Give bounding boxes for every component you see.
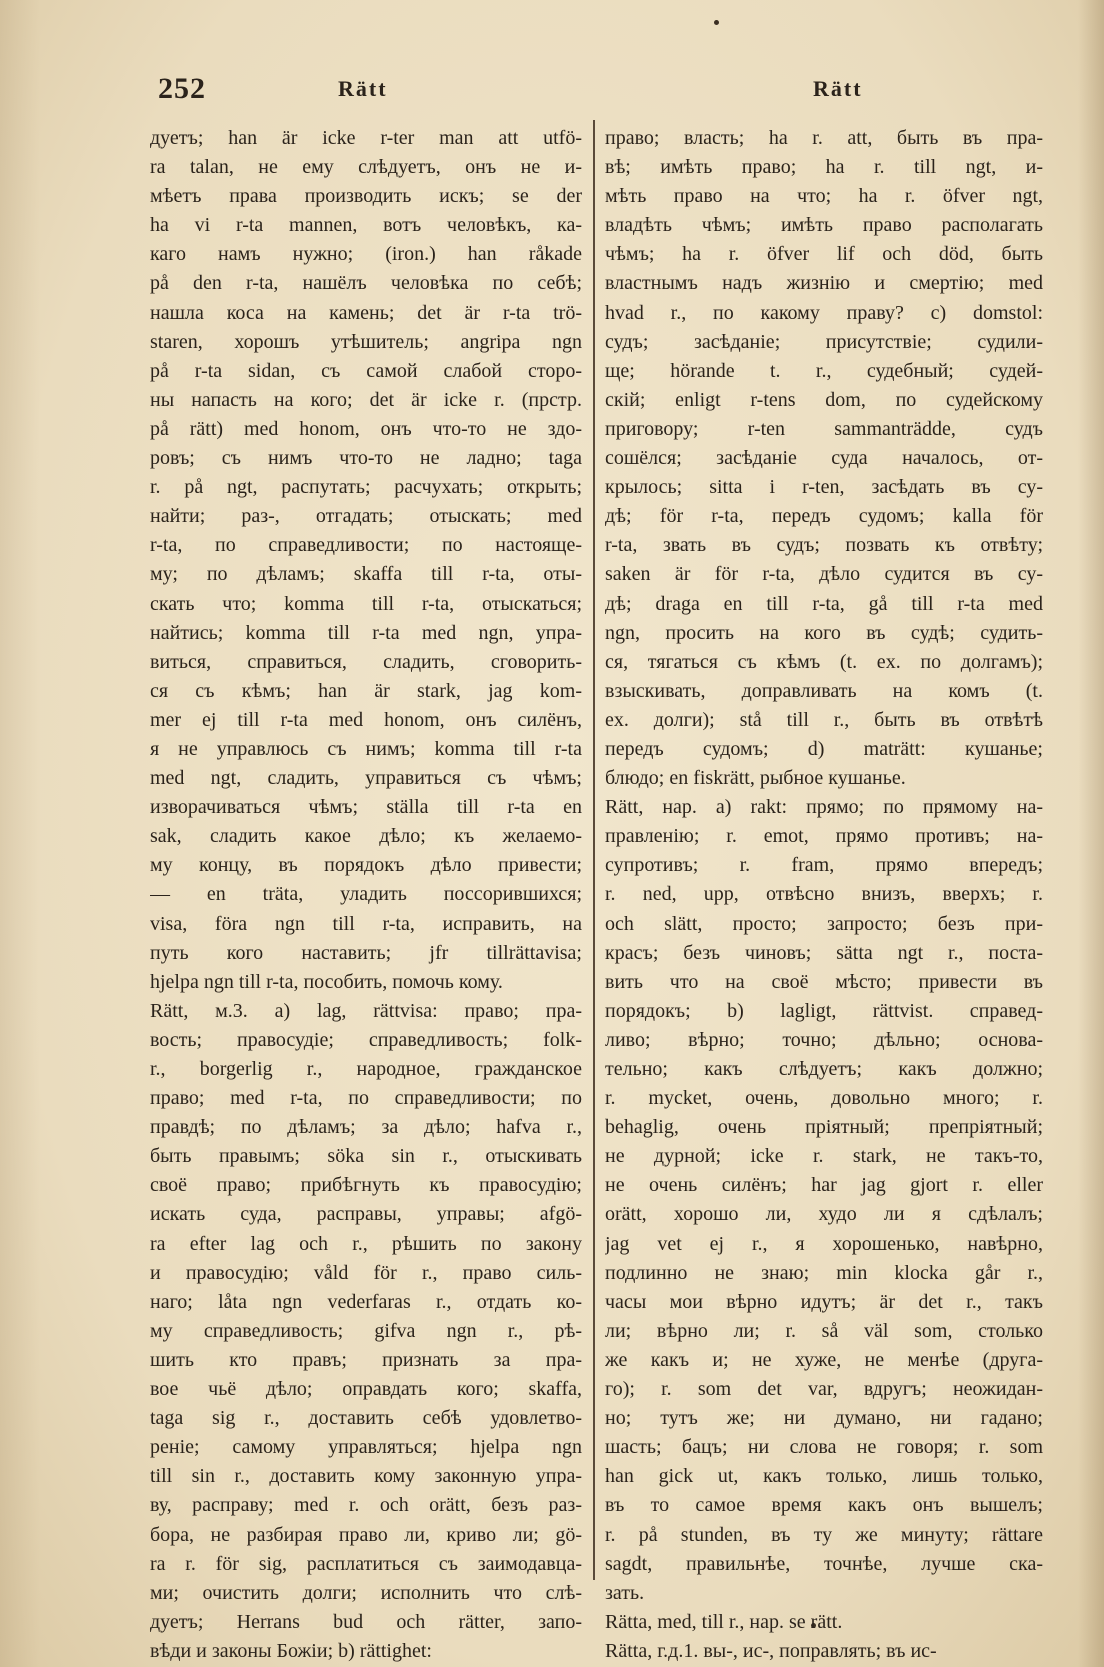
text-line: супротивъ; r. fram, прямо впередъ;: [605, 854, 1043, 877]
text-line: красъ; безъ чиновъ; sätta ngt r., поста-: [605, 941, 1043, 964]
text-line: крылось; sitta i r-ten, засѣдать въ су-: [605, 476, 1043, 499]
text-line: — en träta, уладить поссорившихся;: [150, 883, 582, 906]
text-line: med ngt, сладить, управиться съ чѣмъ;: [150, 767, 582, 790]
text-line: på den r-ta, нашёлъ человѣка по себѣ;: [150, 272, 582, 295]
text-line: не очень силёнъ; har jag gjort r. eller: [605, 1174, 1043, 1197]
text-line: путь кого наставить; jfr tillrättavisa;: [150, 941, 582, 964]
text-line: правдѣ; по дѣламъ; за дѣло; hafva r.,: [150, 1116, 582, 1139]
text-line: каго намъ нужно; (iron.) han råkade: [150, 243, 582, 266]
text-line: ra efter lag och r., рѣшить по закону: [150, 1232, 582, 1255]
text-line: hjelpa ngn till r-ta, пособить, помочь кому.: [150, 970, 503, 993]
text-line: вѣди и законы Божіи; b) rättighet:: [150, 1639, 432, 1662]
text-line: sagdt, правильнѣе, точнѣе, лучше ска-: [605, 1552, 1043, 1575]
text-line: сошёлся; засѣданіе суда началось, от-: [605, 447, 1043, 470]
text-line: судъ; засѣданіе; присутствіе; судили-: [605, 330, 1043, 353]
text-line: реніе; самому управляться; hjelpa ngn: [150, 1436, 582, 1459]
text-line: дѣ; draga en till r-ta, gå till r-ta med: [605, 592, 1043, 615]
text-line: ны напасть на кого; det är icke r. (прстр.: [150, 388, 582, 411]
text-line: ровъ; съ нимъ что-то не ладно; taga: [150, 447, 582, 470]
text-line: вѣ; имѣть право; ha r. till ngt, и-: [605, 156, 1043, 179]
text-line: найтись; komma till r-ta med ngn, упра-: [150, 621, 582, 644]
text-line: ra r. för sig, расплатиться съ заимодавца-: [150, 1552, 582, 1575]
text-line: ву, расправу; med r. och orätt, безъ раз-: [150, 1494, 582, 1517]
text-line: часы мои вѣрно идутъ; är det r., такъ: [605, 1290, 1043, 1313]
text-line: вость; правосудіе; справедливость; folk-: [150, 1028, 582, 1051]
text-line: въ то самое время какъ онъ вышелъ;: [605, 1494, 1043, 1517]
text-line: taga sig r., доставить себѣ удовлетво-: [150, 1407, 582, 1430]
text-line: jag vet ej r., я хорошенько, навѣрно,: [605, 1232, 1043, 1255]
text-line: r., borgerlig r., народное, гражданское: [150, 1058, 582, 1080]
page-header: [158, 72, 908, 112]
text-line: r. ned, upp, отвѣсно внизъ, вверхъ; r.: [605, 883, 1043, 906]
text-line: право; власть; ha r. att, быть въ пра-: [605, 127, 1043, 149]
text-line: ся съ кѣмъ; han är stark, jag kom-: [150, 679, 582, 702]
text-line: порядокъ; b) lagligt, rättvist. справед-: [605, 999, 1043, 1022]
text-line: властнымъ надъ жизнію и смертію; med: [605, 272, 1043, 295]
page-shadow-left: [0, 0, 40, 1667]
text-line: r-ta, по справедливости; по настояще-: [150, 534, 582, 557]
running-head-right: Rätt: [813, 76, 863, 101]
text-line: владѣть чѣмъ; имѣть право располагать: [605, 214, 1043, 237]
text-line: приговору; r-ten sammanträdde, судъ: [605, 417, 1043, 440]
text-line: ra talan, не ему слѣдуетъ, онъ не и-: [150, 156, 582, 179]
text-line: på r-ta sidan, съ самой слабой сторо-: [150, 359, 582, 382]
text-line: hvad r., по какому праву? c) domstol:: [605, 301, 1043, 324]
page-shadow-right: [1078, 0, 1104, 1667]
text-line: дѣ; för r-ta, передъ судомъ; kalla för: [605, 505, 1043, 528]
text-line: но; тутъ же; ни думано, ни гадано;: [605, 1407, 1043, 1430]
text-line: го); r. som det var, вдругъ; неожидан-: [605, 1378, 1043, 1401]
text-line: му; по дѣламъ; skaffa till r-ta, оты-: [150, 563, 582, 586]
text-line: r. mycket, очень, довольно много; r.: [605, 1087, 1043, 1110]
left-column: [150, 124, 582, 1666]
text-line: r-ta, звать въ судъ; позвать къ отвѣту;: [605, 534, 1043, 557]
running-head-left: Rätt: [338, 76, 388, 101]
text-line: быть правымъ; söka sin r., отыскивать: [150, 1145, 582, 1168]
text-line: мѣть право на что; ha r. öfver ngt,: [605, 185, 1043, 208]
text-line: своё право; прибѣгнуть къ правосудію;: [150, 1174, 582, 1197]
text-line: скій; enligt r-tens dom, по судейскому: [605, 388, 1043, 411]
text-line: orätt, хорошо ли, худо ли я сдѣлалъ;: [605, 1203, 1043, 1226]
text-line: не дурной; icke r. stark, не такъ-то,: [605, 1145, 1043, 1168]
text-line: блюдо; en fiskrätt, рыбное кушанье.: [605, 767, 906, 790]
text-line: Rätt, нар. a) rakt: прямо; по прямому на-: [605, 796, 1043, 819]
text-line: мѣетъ права производить искъ; se der: [150, 185, 582, 208]
text-line: скать что; komma till r-ta, отыскаться;: [150, 592, 582, 615]
text-line: sak, сладить какое дѣло; къ желаемо-: [150, 825, 582, 848]
text-line: бора, не разбирая право ли, криво ли; gö-: [150, 1523, 582, 1546]
text-line: виться, справиться, сладить, сговорить-: [150, 650, 582, 673]
text-line: visa, föra ngn till r-ta, исправить, на: [150, 912, 582, 935]
page-number: 252: [158, 72, 206, 105]
text-line: взыскивать, доправливать на комъ (t.: [605, 679, 1043, 702]
text-line: ex. долги); stå till r., быть въ отвѣтѣ: [605, 708, 1043, 731]
text-line: behaglig, очень пріятный; препріятный;: [605, 1116, 1043, 1139]
text-line: till sin r., доставить кому законную упра-: [150, 1465, 582, 1488]
text-line: искать суда, расправы, управы; afgö-: [150, 1203, 582, 1226]
text-line: ливо; вѣрно; точно; дѣльно; основа-: [605, 1028, 1043, 1051]
text-line: ся, тягаться съ кѣмъ (t. ex. по долгамъ);: [605, 650, 1043, 673]
text-line: зать.: [605, 1581, 645, 1604]
text-line: и правосудію; våld för r., право силь-: [150, 1261, 582, 1284]
text-line: му справедливость; gifva ngn r., рѣ-: [150, 1319, 582, 1342]
text-line: och slätt, просто; запросто; безъ при-: [605, 912, 1043, 935]
text-line: передъ судомъ; d) maträtt: кушанье;: [605, 737, 1043, 760]
text-line: mer ej till r-ta med honom, онъ силёнъ,: [150, 708, 582, 731]
text-line: ngn, просить на кого въ судѣ; судить-: [605, 621, 1043, 644]
text-line: ли; вѣрно ли; r. så väl som, столько: [605, 1319, 1043, 1342]
text-line: ще; hörande t. r., судебный; судей-: [605, 359, 1043, 382]
text-line: правленію; r. emot, прямо противъ; на-: [605, 825, 1043, 848]
text-line: дуетъ; han är icke r-ter man att utfö-: [150, 127, 582, 149]
text-line: тельно; какъ слѣдуетъ; какъ должно;: [605, 1058, 1043, 1080]
text-line: найти; раз-, отгадать; отыскать; med: [150, 505, 582, 528]
text-line: же какъ и; не хуже, не менѣе (друга-: [605, 1348, 1043, 1371]
text-line: подлинно не знаю; min klocka går r.,: [605, 1261, 1043, 1284]
text-line: нашла коса на камень; det är r-ta trö-: [150, 301, 582, 324]
text-line: наго; låta ngn vederfaras r., отдать ко-: [150, 1290, 582, 1313]
text-line: staren, хорошъ утѣшитель; angripa ngn: [150, 330, 582, 353]
text-line: r. på ngt, распутать; расчухать; открыть;: [150, 476, 582, 499]
column-divider: [593, 120, 595, 1580]
text-line: изворачиваться чѣмъ; ställa till r-ta en: [150, 796, 582, 819]
text-line: я не управлюсь съ нимъ; komma till r-ta: [150, 737, 582, 760]
text-line: вить что на своё мѣсто; привести въ: [605, 970, 1043, 993]
text-line: му концу, въ порядокъ дѣло привести;: [150, 854, 582, 877]
text-line: Rätt, м.3. a) lag, rättvisa: право; пра-: [150, 999, 582, 1022]
text-line: han gick ut, какъ только, лишь только,: [605, 1465, 1043, 1488]
text-line: вое чьё дѣло; оправдать кого; skaffa,: [150, 1378, 582, 1401]
text-line: шасть; бацъ; ни слова не говоря; r. som: [605, 1436, 1043, 1459]
text-line: дуетъ; Herrans bud och rätter, запо-: [150, 1610, 582, 1633]
print-speck: [714, 20, 719, 25]
text-line: шить кто правъ; признать за пра-: [150, 1348, 582, 1371]
text-line: чѣмъ; ha r. öfver lif och död, быть: [605, 243, 1043, 266]
text-line: ha vi r-ta mannen, вотъ человѣкъ, ка-: [150, 214, 582, 237]
text-line: Rätta, г.д.1. вы-, ис-, поправлять; въ ис-: [605, 1639, 937, 1662]
text-line: saken är för r-ta, дѣло судится въ су-: [605, 563, 1043, 586]
text-line: Rätta, med, till r., нар. se rätt.: [605, 1610, 843, 1633]
text-line: på rätt) med honom, онъ что-то не здо-: [150, 417, 582, 440]
text-line: ми; очистить долги; исполнить что слѣ-: [150, 1581, 582, 1604]
text-line: право; med r-ta, по справедливости; по: [150, 1087, 582, 1110]
text-line: r. på stunden, въ ту же минуту; rättare: [605, 1523, 1043, 1546]
right-column: [605, 124, 1043, 1666]
